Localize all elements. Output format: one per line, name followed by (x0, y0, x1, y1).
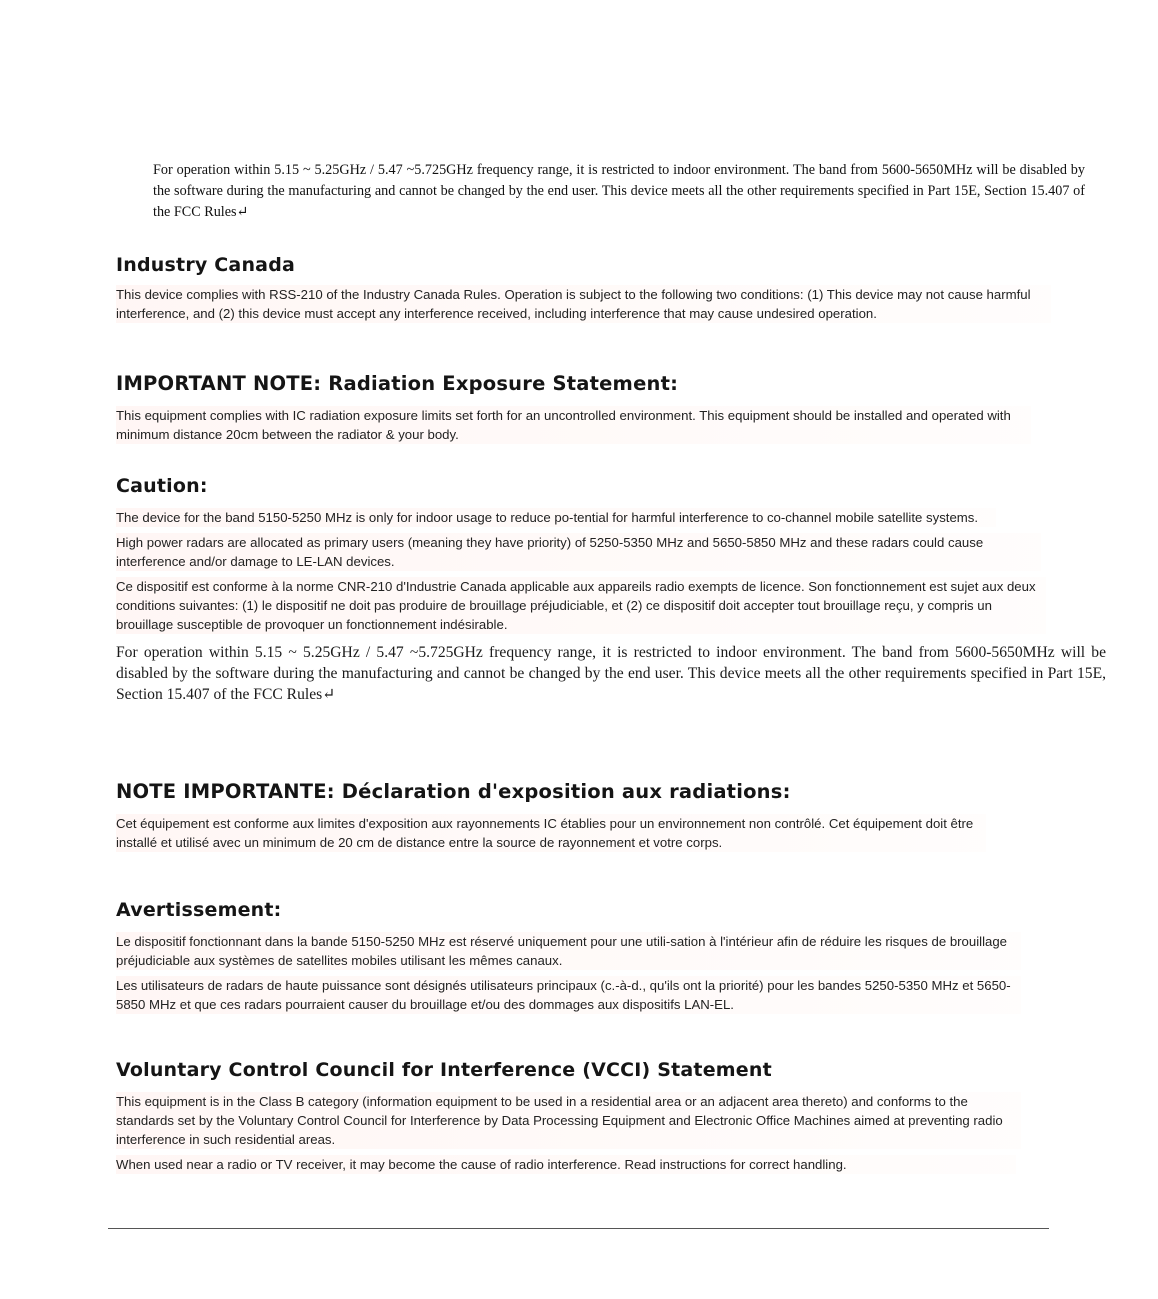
note-importante-text: Cet équipement est conforme aux limites d'exposition aux rayonnements IC établies pour un environnement non contrôlé. Cet équipement doit être installé et utilisé avec un minimum de 20 cm de distance entre la source de rayonnement et votre corps. (116, 814, 986, 852)
avertissement-section (116, 899, 1106, 1014)
radiation-heading: IMPORTANT NOTE: Radiation Exposure Statement: (116, 372, 679, 395)
vcci-paragraph-2: When used near a radio or TV receiver, it may become the cause of radio interference. Read instructions for correct handling. (116, 1155, 1016, 1174)
caution-section (116, 475, 1106, 705)
radiation-section (116, 372, 1106, 444)
note-importante-heading: NOTE IMPORTANTE: Déclaration d'exposition aux radiations: (116, 780, 791, 803)
industry-canada-heading: Industry Canada (116, 254, 296, 276)
radiation-text: This equipment complies with IC radiation exposure limits set forth for an uncontrolled environment. This equipment should be installed and operated with minimum distance 20cm between the radiator & your body. (116, 406, 1031, 444)
avertissement-heading: Avertissement: (116, 899, 282, 921)
caution-paragraph-3: Ce dispositif est conforme à la norme CNR-210 d'Industrie Canada applicable aux appareils radio exempts de licence. Son fonctionnement est sujet aux deux conditions suivantes: (1) le dispositif ne doit pas produire de brouillage préjudiciable, et (2) ce dispositif doit accepter tout brouillage reçu, y compris un brouillage susceptible de provoquer un fonctionnement indésirable. (116, 577, 1046, 634)
avertissement-paragraph-1: Le dispositif fonctionnant dans la bande 5150-5250 MHz est réservé uniquement pour une utili-sation à l'intérieur afin de réduire les risques de brouillage préjudiciable aux systèmes de satellites mobiles utilisant les mêmes canaux. (116, 932, 1021, 970)
caution-paragraph-1: The device for the band 5150-5250 MHz is only for indoor usage to reduce po-tential for harmful interference to co-channel mobile satellite systems. (116, 508, 996, 527)
vcci-paragraph-1: This equipment is in the Class B category (information equipment to be used in a residential area or an adjacent area thereto) and conforms to the standards set by the Voluntary Control Council for Interference by Data Processing Equipment and Electronic Office Machines aimed at preventing radio interference in such residential areas. (116, 1092, 1021, 1149)
caution-paragraph-4: For operation within 5.15 ~ 5.25GHz / 5.47 ~5.725GHz frequency range, it is restricted to indoor environment. The band from 5600-5650MHz will be disabled by the software during the manufacturing and cannot be changed by the end user. This device meets all the other requirements specified in Part 15E, Section 15.407 of the FCC Rules↵ (116, 644, 1106, 703)
avertissement-paragraph-2: Les utilisateurs de radars de haute puissance sont désignés utilisateurs principaux (c.-à-d., qu'ils ont la priorité) pour les bandes 5250-5350 MHz et 5650-5850 MHz et que ces radars pourraient causer du brouillage et/ou des dommages aux dispositifs LAN-EL. (116, 976, 1021, 1014)
industry-canada-text: This device complies with RSS-210 of the Industry Canada Rules. Operation is subject to the following two conditions: (1) This device may not cause harmful interference, and (2) this device must accept any interference received, including interference that may cause undesired operation. (116, 285, 1051, 323)
note-importante-section (116, 780, 1106, 852)
fcc-indoor-paragraph: For operation within 5.15 ~ 5.25GHz / 5.47 ~5.725GHz frequency range, it is restricted to indoor environment. The band from 5600-5650MHz will be disabled by the software during the manufacturing and cannot be changed by the end user. This device meets all the other requirements specified in Part 15E, Section 15.407 of the FCC Rules↵ (153, 162, 1085, 220)
vcci-section (116, 1059, 1106, 1174)
vcci-heading: Voluntary Control Council for Interference (VCCI) Statement (116, 1059, 772, 1081)
caution-paragraph-2: High power radars are allocated as primary users (meaning they have priority) of 5250-5350 MHz and 5650-5850 MHz and these radars could cause interference and/or damage to LE-LAN devices. (116, 533, 1041, 571)
industry-canada-section (116, 254, 1106, 323)
caution-heading: Caution: (116, 475, 208, 497)
footer-divider (108, 1228, 1049, 1229)
